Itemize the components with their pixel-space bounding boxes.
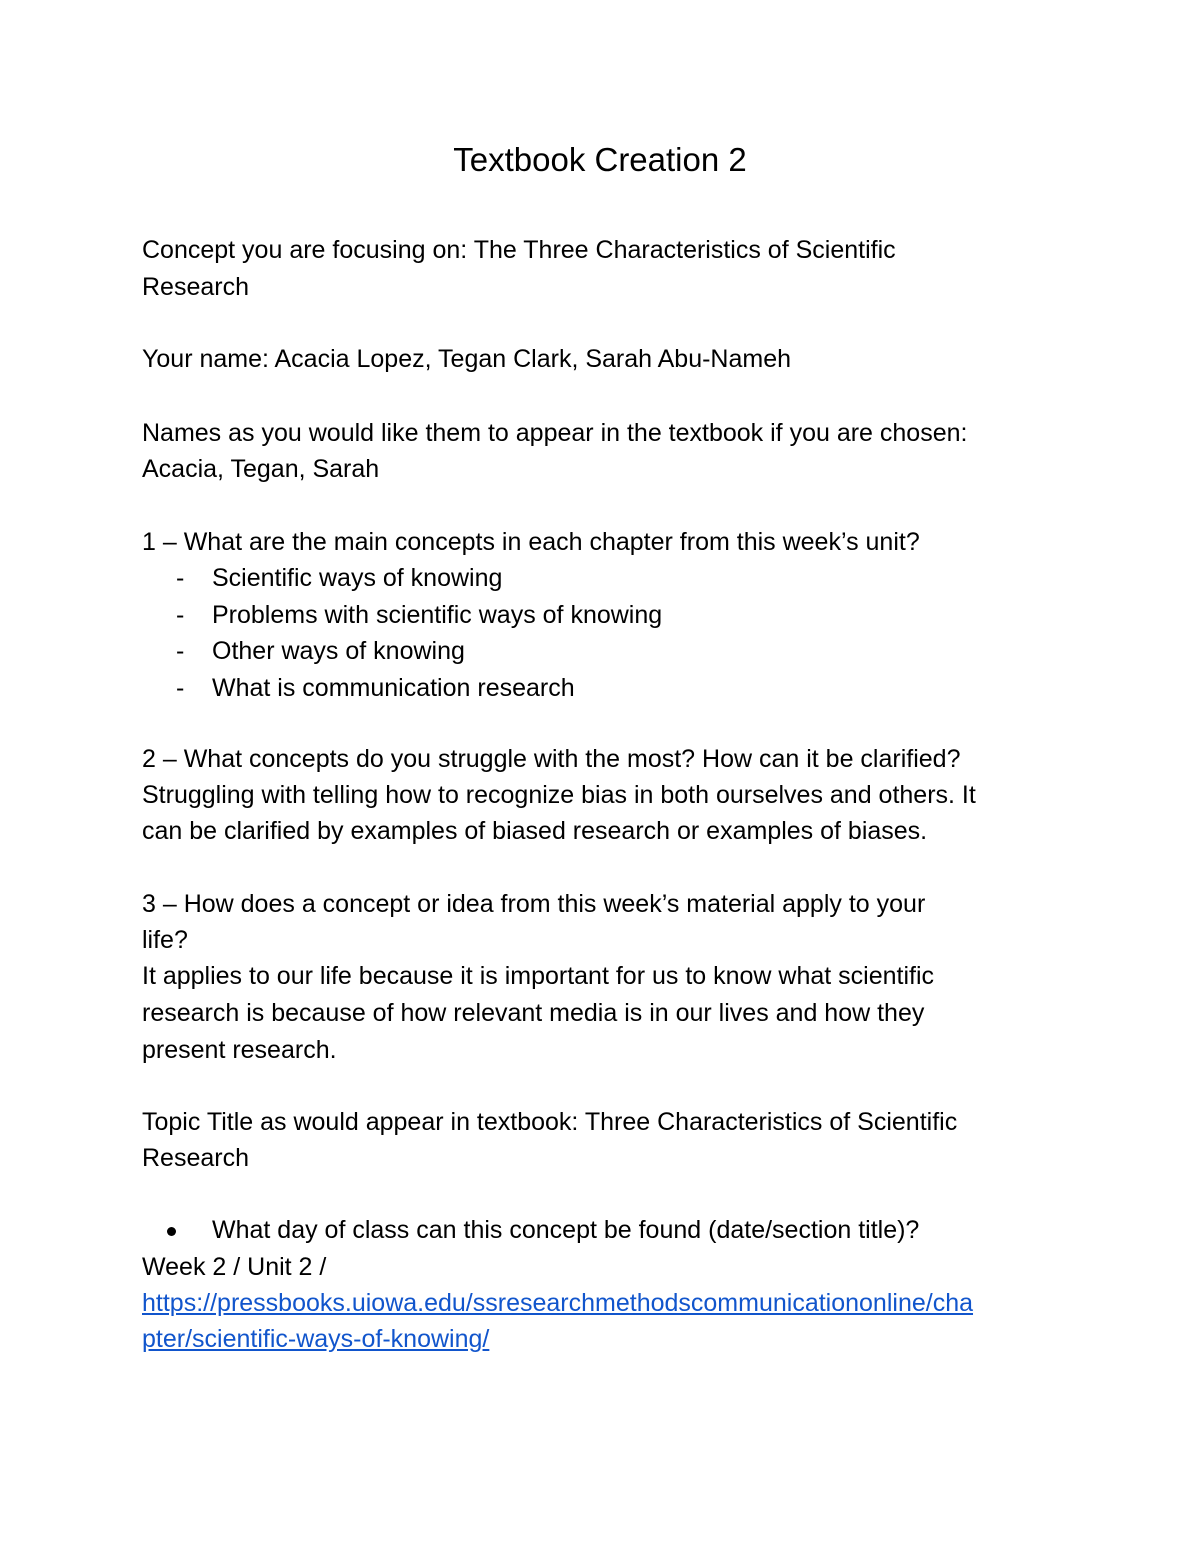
question-2-line-2: Struggling with telling how to recognize bias in both ourselves and others. It [142,781,976,809]
list-item [142,670,1072,707]
question-3-line-1: 3 – How does a concept or idea from this week’s material apply to your [142,890,926,918]
week-unit-line: Week 2 / Unit 2 / [142,1253,327,1281]
concept-line-2: Research [142,273,249,301]
question-2-line-1: 2 – What concepts do you struggle with the most? How can it be clarified? [142,745,961,773]
question-2-line-3: can be clarified by examples of biased research or examples of biases. [142,817,928,845]
list-item [142,633,1072,670]
list-item-text: Scientific ways of knowing [212,564,503,592]
list-item-text: Problems with scientific ways of knowing [212,600,663,629]
bullet-question-text: What day of class can this concept be found (date/section title)? [212,1216,920,1244]
concept-line-1: Concept you are focusing on: The Three Characteristics of Scientific [142,236,896,264]
list-item [142,597,1072,634]
dash-marker: - [176,637,185,665]
dash-marker: - [176,564,185,592]
question-3-answer-line-1: It applies to our life because it is important for us to know what scientific [142,962,935,990]
question-3-answer-line-2: research is because of how relevant media is in our lives and how they [142,999,925,1027]
dash-marker: - [176,673,185,702]
chapter-link-line-1[interactable]: https://pressbooks.uiowa.edu/ssresearchmethodscommunicationonline/cha [142,1289,974,1317]
names-line-2: Acacia, Tegan, Sarah [142,455,380,483]
topic-title-line-1: Topic Title as would appear in textbook: Three Characteristics of Scientific [142,1108,958,1136]
names-line-1: Names as you would like them to appear in the textbook if you are chosen: [142,419,968,447]
chapter-link-line-2[interactable]: pter/scientific-ways-of-knowing/ [142,1325,490,1353]
question-1: 1 – What are the main concepts in each chapter from this week’s unit? [142,528,920,556]
topic-title-line-2: Research [142,1144,249,1172]
concepts-list [142,560,1072,706]
list-item-text: What is communication research [212,673,575,702]
list-item-text: Other ways of knowing [212,637,465,665]
your-name-line: Your name: Acacia Lopez, Tegan Clark, Sarah Abu-Nameh [142,345,792,373]
question-3-line-2: life? [142,926,188,954]
document-title: Textbook Creation 2 [453,141,747,178]
bullet-question [142,1212,1072,1249]
dash-marker: - [176,600,185,629]
bullet-dot-icon [167,1227,176,1236]
list-item [142,560,1072,597]
question-3-answer-line-3: present research. [142,1036,337,1064]
